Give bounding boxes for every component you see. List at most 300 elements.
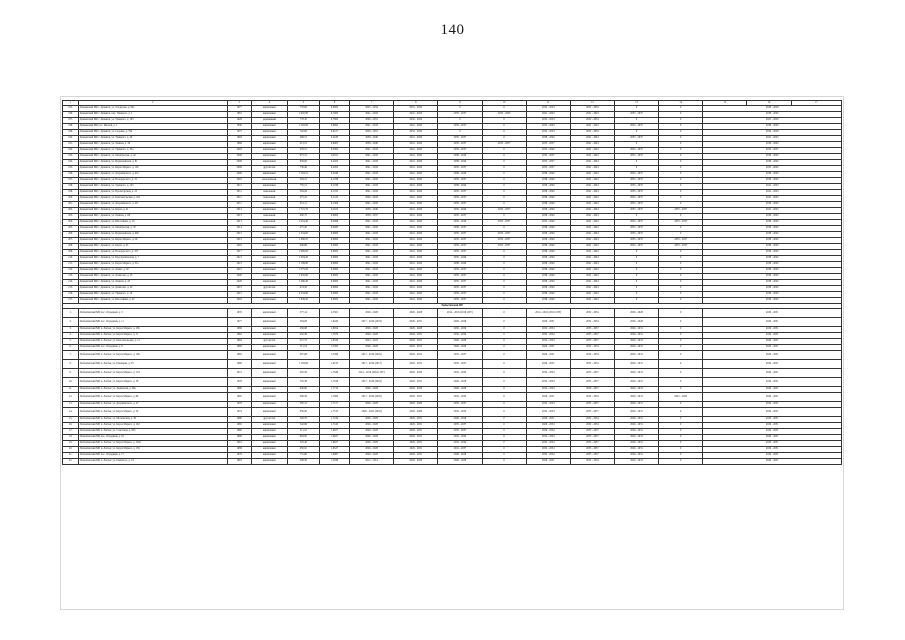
cell-addr: Демьянский МР, г. Демянск, ул. Урицкого, д. 29 bbox=[79, 136, 228, 142]
cell-p8: 0 bbox=[659, 435, 703, 441]
cell-p2: 2041 - 2043 bbox=[394, 178, 438, 184]
cell-s: 475,20 bbox=[287, 226, 319, 232]
cell-y: 2011 bbox=[227, 202, 251, 208]
cell-p8: 0 bbox=[659, 360, 703, 369]
cell-p3: 2026 - 2028 bbox=[438, 345, 482, 351]
cell-p8: 0 bbox=[659, 148, 703, 154]
cell-s: 478,51 bbox=[287, 148, 319, 154]
cell-p6: 2035 - 2037 bbox=[570, 441, 614, 447]
cell-p7: 0 bbox=[614, 250, 658, 256]
cell-p8: 0 bbox=[659, 280, 703, 286]
cell-p1: 2017 - 2019 (2019) bbox=[350, 351, 394, 360]
cell-k: 0,2811 bbox=[319, 154, 349, 160]
cell-p4: 2035 - 2043 bbox=[482, 112, 526, 118]
cell-p8: 2035 - 2037 bbox=[659, 244, 703, 250]
cell-k: 1,5948 bbox=[319, 459, 349, 465]
cell-y: 1977 bbox=[227, 106, 251, 112]
cell-wall: кирпичный bbox=[251, 274, 287, 280]
cell-addr: Демьянский МР, г. Демянск, ул. Денисова, д. 20 bbox=[79, 286, 228, 292]
cell-y: 1968 bbox=[227, 142, 251, 148]
cell-p3: 2035 - 2037 bbox=[438, 244, 482, 250]
cell-y: 1964 bbox=[227, 339, 251, 345]
cell-y: 2015 bbox=[227, 292, 251, 298]
cell-p8: 0 bbox=[659, 178, 703, 184]
cell-p4: 2035 - 2037 bbox=[482, 244, 526, 250]
cell-p3: 2038 - 2040 bbox=[438, 184, 482, 190]
cell-p9: 2038 - 2040 bbox=[703, 202, 842, 208]
cell-s: 584,08 bbox=[287, 318, 319, 327]
cell-p3: 2026 - 2028 bbox=[438, 453, 482, 459]
cell-n: 22. bbox=[63, 459, 79, 465]
cell-k: 1,9215 bbox=[319, 360, 349, 369]
cell-wall: кирпичный bbox=[251, 292, 287, 298]
cell-k: 1,5396 bbox=[319, 351, 349, 360]
cell-p2: 2041 - 2043 bbox=[394, 196, 438, 202]
cell-p5: 2035 - 2040 bbox=[526, 148, 570, 154]
table-row bbox=[63, 369, 842, 378]
cell-p4: 0 bbox=[482, 441, 526, 447]
cell-addr: Любытинский МР, п. Любыт, ул. Радищева, д. 25 bbox=[79, 360, 228, 369]
cell-p3: 2035 - 2037 bbox=[438, 124, 482, 130]
cell-p4: 0 bbox=[482, 318, 526, 327]
cell-p1: 2017 - 2019 (2019) bbox=[350, 378, 394, 387]
cell-n: 2. bbox=[63, 318, 79, 327]
cell-n: 12. bbox=[63, 393, 79, 402]
cell-p9: 2029 - 2031 bbox=[703, 447, 842, 453]
cell-s: 502,50 bbox=[287, 369, 319, 378]
cell-k: 0,0000 bbox=[319, 262, 349, 268]
cell-p6: 2041 - 2043 bbox=[570, 220, 614, 226]
cell-p6: 2041 - 2043 bbox=[570, 214, 614, 220]
cell-s: 511,19 bbox=[287, 345, 319, 351]
cell-p4: 2035 - 2037 bbox=[482, 232, 526, 238]
cell-p2: 2026 - 2028 bbox=[394, 387, 438, 393]
cell-p1: 2041 - 2043 bbox=[350, 190, 394, 196]
cell-k: 0,0962 bbox=[319, 214, 349, 220]
cell-p8: 0 bbox=[659, 130, 703, 136]
cell-wall: кирпичный bbox=[251, 250, 287, 256]
table-row bbox=[63, 351, 842, 360]
cell-p6: 2041 - 2043 bbox=[570, 172, 614, 178]
cell-p8: 0 bbox=[659, 318, 703, 327]
cell-p8: 0 bbox=[659, 453, 703, 459]
cell-s: 756,40 bbox=[287, 166, 319, 172]
cell-addr: Любытинский МР, п. Любыт, ул. Карла Маркса, д. 66 bbox=[79, 393, 228, 402]
cell-p4: 0 bbox=[482, 196, 526, 202]
cell-addr: Любытинский МР, п. Любыт, ул. Раевского, д. 23 bbox=[79, 459, 228, 465]
cell-y: 1930 bbox=[227, 124, 251, 130]
cell-p7: 2029 - 2031 bbox=[614, 429, 658, 435]
cell-p5: 2035 - 2037 bbox=[526, 154, 570, 160]
cell-p8: 0 bbox=[659, 339, 703, 345]
cell-p5: 2038 - 2040 bbox=[526, 292, 570, 298]
cell-n: 208. bbox=[63, 244, 79, 250]
cell-p9: 2038 - 2040 bbox=[703, 238, 842, 244]
cell-p2: 2041 - 2043 bbox=[394, 208, 438, 214]
cell-p5: 2032 - 2034 bbox=[526, 408, 570, 417]
cell-p7: 2029 - 2031 bbox=[614, 423, 658, 429]
cell-p3: 2032 - 2034 bbox=[438, 435, 482, 441]
cell-k: 0,2048 bbox=[319, 172, 349, 178]
cell-p2: 2029 - 2031 bbox=[394, 441, 438, 447]
cell-p3: 2035 - 2037 bbox=[438, 238, 482, 244]
cell-p2: 2026 - 2028 bbox=[394, 369, 438, 378]
cell-p3: 2035 - 2037 bbox=[438, 232, 482, 238]
cell-wall: кирпичный bbox=[251, 184, 287, 190]
cell-p5: 2029 - 2031 bbox=[526, 351, 570, 360]
cell-p9: 2029 - 2031 bbox=[703, 435, 842, 441]
cell-p1: 2041 - 2043 bbox=[350, 184, 394, 190]
cell-p3: 2035 - 2037 bbox=[438, 202, 482, 208]
cell-y: 1974 bbox=[227, 408, 251, 417]
cell-p3: 2026 - 2028 bbox=[438, 459, 482, 465]
cell-p9: 2041 - 2043 bbox=[703, 208, 842, 214]
cell-n: 191. bbox=[63, 142, 79, 148]
cell-p4: 0 bbox=[482, 184, 526, 190]
cell-p4: 0 bbox=[482, 408, 526, 417]
cell-p1: 2041 - 2043 bbox=[350, 178, 394, 184]
cell-p8: 0 bbox=[659, 184, 703, 190]
cell-p1: 2041 - 2043 bbox=[350, 226, 394, 232]
cell-p2: 2041 - 2043 bbox=[394, 286, 438, 292]
cell-p9: 2029 - 2031 bbox=[703, 345, 842, 351]
cell-p4: 0 bbox=[482, 292, 526, 298]
cell-p1: 2041 - 2043 bbox=[350, 280, 394, 286]
cell-p5: 2038 - 2040 bbox=[526, 208, 570, 214]
cell-y: 2013 bbox=[227, 214, 251, 220]
cell-s: 436,98 bbox=[287, 327, 319, 333]
cell-p8: 0 bbox=[659, 202, 703, 208]
cell-y: 1991 bbox=[227, 441, 251, 447]
cell-p2: 2026 - 2028 bbox=[394, 402, 438, 408]
cell-n: 202. bbox=[63, 208, 79, 214]
cell-p4: 0 bbox=[482, 435, 526, 441]
cell-addr: Демьянский МР, г. Демянск, ул. Урицкого, д. 19 bbox=[79, 292, 228, 298]
cell-p6: 2035 - 2037 bbox=[570, 453, 614, 459]
cell-p5: 2014 - 2016 (2016 г.ПУ) bbox=[526, 309, 570, 318]
cell-p2: 2041 - 2043 bbox=[394, 220, 438, 226]
cell-p1: 2026 - 2028 bbox=[350, 309, 394, 318]
cell-y: 1977 bbox=[227, 318, 251, 327]
cell-y: 1976 bbox=[227, 402, 251, 408]
cell-p6: 2041 - 2043 bbox=[570, 178, 614, 184]
cell-p3: 2026 - 2028 bbox=[438, 339, 482, 345]
cell-k: 0,9694 bbox=[319, 124, 349, 130]
cell-p4: 0 bbox=[482, 106, 526, 112]
cell-p6: 2041 - 2043 bbox=[570, 286, 614, 292]
cell-k: 1,7646 bbox=[319, 369, 349, 378]
cell-p1: 2041 - 2043 bbox=[350, 244, 394, 250]
cell-k: 0,0000 bbox=[319, 244, 349, 250]
cell-p2: 2026 - 2028 bbox=[394, 309, 438, 318]
cell-p5: 2029 - 2034 bbox=[526, 423, 570, 429]
cell-n: 20. bbox=[63, 447, 79, 453]
cell-p9: 2038 - 2040 bbox=[703, 274, 842, 280]
cell-p1: 2038 - 2040 bbox=[350, 136, 394, 142]
cell-p9: 2029 - 2031 bbox=[703, 351, 842, 360]
cell-p7: 2029 - 2031 bbox=[614, 327, 658, 333]
cell-y: 1976 bbox=[227, 453, 251, 459]
cell-s: 325,40 bbox=[287, 441, 319, 447]
cell-p7: 0 bbox=[614, 292, 658, 298]
cell-y: 2009 bbox=[227, 160, 251, 166]
cell-wall: кирпичный bbox=[251, 148, 287, 154]
cell-p9: 2038 - 2040 bbox=[703, 142, 842, 148]
cell-n: 4. bbox=[63, 333, 79, 339]
cell-n: 188. bbox=[63, 124, 79, 130]
cell-p1: 2026 - 2028 bbox=[350, 327, 394, 333]
cell-p1: 2026 - 2028 bbox=[350, 429, 394, 435]
cell-p1: 2026 - 2028 bbox=[350, 441, 394, 447]
cell-p9: 2028 - 2028 bbox=[703, 106, 842, 112]
table-row bbox=[63, 393, 842, 402]
cell-p8: 0 bbox=[659, 402, 703, 408]
cell-p6: 2041 - 2043 bbox=[570, 166, 614, 172]
cell-p6: 2041 - 2043 bbox=[570, 154, 614, 160]
cell-p2: 2029 - 2031 bbox=[394, 318, 438, 327]
cell-n: 17. bbox=[63, 429, 79, 435]
cell-n: 203. bbox=[63, 214, 79, 220]
cell-p7: 2035 - 2037 bbox=[614, 226, 658, 232]
cell-p9: 2038 - 2040 bbox=[703, 124, 842, 130]
cell-y: 1976 bbox=[227, 309, 251, 318]
cell-p3: 2035 - 2040 bbox=[438, 256, 482, 262]
cell-k: 1,9420 bbox=[319, 318, 349, 327]
cell-k: 0,1038 bbox=[319, 178, 349, 184]
cell-p6: 2041 - 2043 bbox=[570, 112, 614, 118]
cell-p6: 2041 - 2043 bbox=[570, 190, 614, 196]
cell-p9: 2038 - 2040 bbox=[703, 286, 842, 292]
cell-k: 0,1331 bbox=[319, 190, 349, 196]
cell-y: 1985 bbox=[227, 393, 251, 402]
cell-wall: кирпичный bbox=[251, 441, 287, 447]
cell-y: 1990 bbox=[227, 387, 251, 393]
cell-k: 0,1306 bbox=[319, 202, 349, 208]
cell-p6: 2032 - 2034 bbox=[570, 393, 614, 402]
cell-p4: 0 bbox=[482, 459, 526, 465]
cell-p5: 2038 - 2040 bbox=[526, 172, 570, 178]
cell-p4: 0 bbox=[482, 351, 526, 360]
cell-y: 1989 bbox=[227, 447, 251, 453]
cell-p1: 2026 - 2028 bbox=[350, 423, 394, 429]
cell-p6: 2032 - 2034 bbox=[570, 309, 614, 318]
cell-y: 2016 bbox=[227, 244, 251, 250]
cell-addr: Любытинский МР, п. Любыт, ул. Ленинская, д. 66а bbox=[79, 387, 228, 393]
cell-p6: 2041 - 2043 bbox=[570, 268, 614, 274]
cell-y: 1980 bbox=[227, 417, 251, 423]
cell-p6: 2032 - 2034 bbox=[570, 417, 614, 423]
cell-p3: 2035 - 2040 bbox=[438, 220, 482, 226]
cell-p4: 0 bbox=[482, 166, 526, 172]
cell-p5: 2029 - 2034 bbox=[526, 429, 570, 435]
cell-p9: 2029 - 2031 bbox=[703, 327, 842, 333]
cell-p3: 2035 - 2037 bbox=[438, 423, 482, 429]
cell-p6: 2041 - 2043 bbox=[570, 196, 614, 202]
cell-y: 1975 bbox=[227, 130, 251, 136]
cell-addr: Демьянский МР, г. Демянск, ул. Ленина, д. 68 bbox=[79, 214, 228, 220]
cell-addr: Демьянский МР, г. Демянск, ул. Ленина, д. 43 bbox=[79, 280, 228, 286]
cell-addr: Демьянский МР, г. Демянск, ул. Урицкого, д. 125 bbox=[79, 184, 228, 190]
cell-p5: 2038 - 2040 bbox=[526, 190, 570, 196]
cell-p3: 0 bbox=[438, 106, 482, 112]
cell-k: 0,3362 bbox=[319, 148, 349, 154]
cell-n: 196. bbox=[63, 172, 79, 178]
cell-p6: 2035 - 2037 bbox=[570, 369, 614, 378]
cell-k: 0,0000 bbox=[319, 250, 349, 256]
cell-p9: 2038 - 2040 bbox=[703, 268, 842, 274]
cell-p9: 2029 - 2031 bbox=[703, 339, 842, 345]
cell-s: 975,51 bbox=[287, 154, 319, 160]
cell-wall: кирпичный bbox=[251, 160, 287, 166]
cell-p5: 2038 - 2040 bbox=[526, 262, 570, 268]
cell-n: 186. bbox=[63, 112, 79, 118]
cell-p8: 0 bbox=[659, 351, 703, 360]
cell-k: 0,0000 bbox=[319, 232, 349, 238]
cell-n: 14. bbox=[63, 408, 79, 417]
cell-p6: 2032 - 2034 bbox=[570, 106, 614, 112]
cell-p4: 0 bbox=[482, 280, 526, 286]
cell-s: 735,51 bbox=[287, 184, 319, 190]
cell-p2: 2041 - 2043 bbox=[394, 160, 438, 166]
cell-addr: Любытинский МР, пос. Отрадный, д. 11 bbox=[79, 318, 228, 327]
cell-p7: 2035 - 2037 bbox=[614, 184, 658, 190]
cell-p6: 2041 - 2043 bbox=[570, 202, 614, 208]
cell-addr: Демьянский МР, г. Демянск, ул. Карла Маркса, д. 31а bbox=[79, 262, 228, 268]
cell-addr: Демьянский МР, г. Демянск, ул. Октябрьская, д. 42 bbox=[79, 154, 228, 160]
cell-p8: 0 bbox=[659, 154, 703, 160]
cell-k: 1,7419 bbox=[319, 417, 349, 423]
cell-p9: 2029 - 2031 bbox=[703, 402, 842, 408]
cell-s: 1 635,90 bbox=[287, 274, 319, 280]
table-row bbox=[63, 459, 842, 465]
cell-p2: 2041 - 2043 bbox=[394, 184, 438, 190]
cell-wall: кирпичный bbox=[251, 393, 287, 402]
cell-k: 0,9000 bbox=[319, 106, 349, 112]
cell-p8: 0 bbox=[659, 262, 703, 268]
cell-y: 2021 bbox=[227, 262, 251, 268]
cell-p6: 2041 - 2043 bbox=[570, 256, 614, 262]
cell-n: 194. bbox=[63, 160, 79, 166]
cell-s: 1 543,21 bbox=[287, 172, 319, 178]
cell-p4: 0 bbox=[482, 202, 526, 208]
cell-p4: 0 bbox=[482, 268, 526, 274]
cell-p1: 2041 - 2043 bbox=[350, 274, 394, 280]
cell-p9: 2029 - 2031 bbox=[703, 441, 842, 447]
page-number: 140 bbox=[440, 22, 465, 38]
cell-addr: Любытинский МР, п. Любыт, ул. Карла Маркса, д. 58 bbox=[79, 378, 228, 387]
cell-p4: 0 bbox=[482, 250, 526, 256]
cell-p7: 2035 - 2037 bbox=[614, 220, 658, 226]
cell-n: 197. bbox=[63, 178, 79, 184]
cell-p2: 2041 - 2043 bbox=[394, 148, 438, 154]
cell-p1: 2012 - 2014 bbox=[350, 459, 394, 465]
cell-p9: 2029 - 2031 bbox=[703, 360, 842, 369]
cell-p8: 0 bbox=[659, 408, 703, 417]
cell-addr: Демьянский МР, г. Демянск, ул. Володарского, д. 107 bbox=[79, 250, 228, 256]
cell-p5: 2038 - 2040 bbox=[526, 256, 570, 262]
cell-p3: 2035 - 2037 bbox=[438, 429, 482, 435]
cell-p1: 2041 - 2043 bbox=[350, 250, 394, 256]
cell-p6: 2041 - 2043 bbox=[570, 262, 614, 268]
cell-p9: 2038 - 2040 bbox=[703, 112, 842, 118]
cell-p8: 0 bbox=[659, 447, 703, 453]
cell-wall: кирпичный bbox=[251, 345, 287, 351]
cell-addr: Любытинский МР, пос. Отрадный, д. 8 bbox=[79, 345, 228, 351]
cell-n: 211. bbox=[63, 262, 79, 268]
cell-n: 200. bbox=[63, 196, 79, 202]
cell-p6: 2041 - 2043 bbox=[570, 124, 614, 130]
cell-p2: 2041 - 2043 bbox=[394, 274, 438, 280]
cell-p4: 0 bbox=[482, 423, 526, 429]
cell-wall: кирпичный bbox=[251, 106, 287, 112]
cell-p1: 2026 - 2028 bbox=[350, 447, 394, 453]
cell-s: 1 985,00 bbox=[287, 250, 319, 256]
cell-y: 1972 bbox=[227, 369, 251, 378]
cell-p3: 2035 - 2037 bbox=[438, 250, 482, 256]
cell-k: 0,6467 bbox=[319, 142, 349, 148]
cell-k: 1,6087 bbox=[319, 453, 349, 459]
cell-k: 0,7800 bbox=[319, 118, 349, 124]
cell-p9: 2029 - 2031 bbox=[703, 423, 842, 429]
cell-p5: 2038 - 2040 bbox=[526, 202, 570, 208]
cell-addr: Демьянский МР, г. Демянск, ул. Дзержинского, д. 41а bbox=[79, 172, 228, 178]
cell-p8: 0 bbox=[659, 160, 703, 166]
cell-p1: 2041 - 2043 bbox=[350, 292, 394, 298]
column-number-11: 11 bbox=[526, 101, 570, 106]
cell-k: 1,7117 bbox=[319, 402, 349, 408]
cell-wall: кирпичный bbox=[251, 360, 287, 369]
cell-p2: 2029 - 2031 bbox=[394, 360, 438, 369]
cell-addr: Любытинский МР, п. Любыт, ул. Советская, д. 63б bbox=[79, 429, 228, 435]
cell-addr: Любытинский МР, п. Любыт, ул. Комсомольская, д. 12 bbox=[79, 339, 228, 345]
column-number-2: 2 bbox=[79, 101, 228, 106]
cell-k: 1,7410 bbox=[319, 423, 349, 429]
cell-wall: панельный bbox=[251, 214, 287, 220]
cell-p1: 2026 - 2028 bbox=[350, 402, 394, 408]
cell-p3: 2026 - 2028 bbox=[438, 318, 482, 327]
cell-k: 0,0000 bbox=[319, 268, 349, 274]
cell-p7: 2029 - 2031 bbox=[614, 459, 658, 465]
cell-p5: 2032 - 2034 bbox=[526, 339, 570, 345]
cell-y: 2011 bbox=[227, 196, 251, 202]
cell-p7: 2029 - 2031 bbox=[614, 447, 658, 453]
cell-p2: 2029 - 2031 bbox=[394, 423, 438, 429]
cell-y: 2014 bbox=[227, 226, 251, 232]
cell-p1: 2041 - 2043 bbox=[350, 256, 394, 262]
cell-p4: 0 bbox=[482, 274, 526, 280]
cell-p3: 2032 - 2034 bbox=[438, 441, 482, 447]
column-number-15: 15 bbox=[703, 101, 747, 106]
cell-y: 1928 bbox=[227, 118, 251, 124]
cell-p4: 0 bbox=[482, 148, 526, 154]
cell-p6: 2032 - 2034 bbox=[570, 118, 614, 124]
column-number-5: 5 bbox=[287, 101, 319, 106]
cell-wall: кирпичный bbox=[251, 435, 287, 441]
cell-p6: 2041 - 2043 bbox=[570, 208, 614, 214]
cell-y: 1969 bbox=[227, 345, 251, 351]
cell-p1: 2029 - 2031 bbox=[350, 130, 394, 136]
cell-p3: 2035 - 2037 bbox=[438, 190, 482, 196]
cell-p4: 0 bbox=[482, 160, 526, 166]
cell-s: 745,38 bbox=[287, 378, 319, 387]
cell-p1: 2026 - 2028 bbox=[350, 453, 394, 459]
cell-p6: 2029 - 2037 bbox=[570, 387, 614, 393]
cell-s: 475,41 bbox=[287, 196, 319, 202]
cell-p5: 2035 - 2043 bbox=[526, 124, 570, 130]
cell-addr: Любытинский МР, п. Любыт, ул. Карла Маркса, д. 154 bbox=[79, 369, 228, 378]
cell-p1: 2041 - 2043 bbox=[350, 232, 394, 238]
cell-addr: Демьянский МР, г. Демянск, ул. Урицкого, д. 165 bbox=[79, 118, 228, 124]
